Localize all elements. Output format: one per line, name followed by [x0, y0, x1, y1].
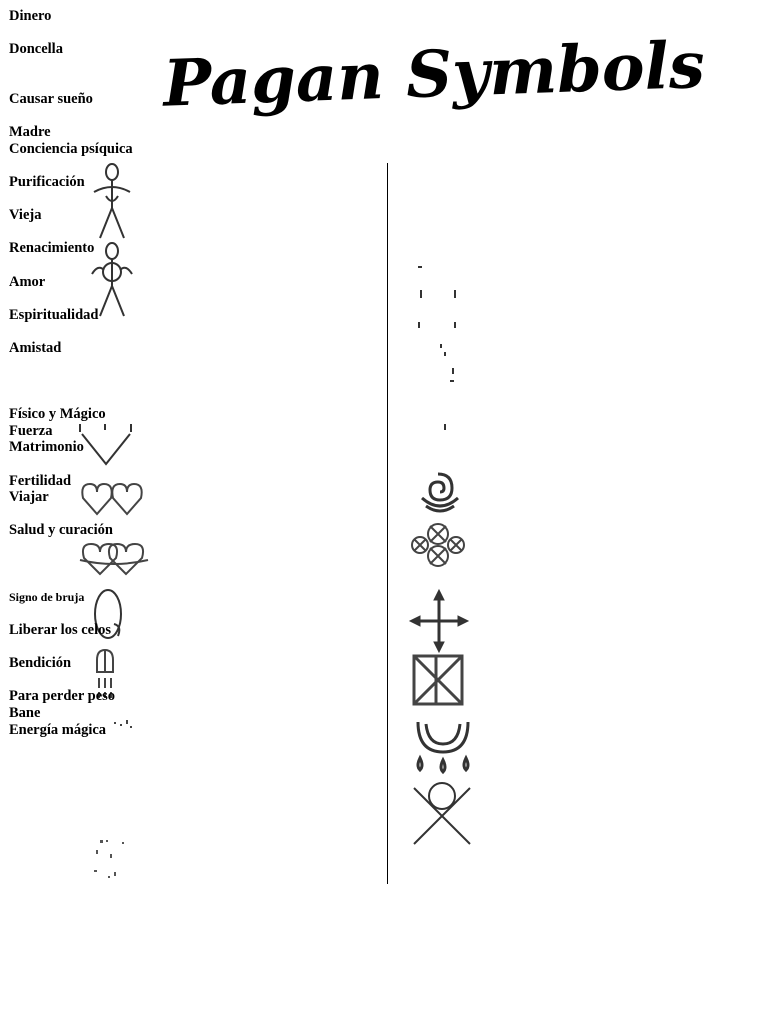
list-item-conciencia-psiquica: Conciencia psíquica	[9, 140, 133, 157]
spiral-icon	[418, 470, 462, 514]
missing-glyph-icon	[9, 290, 149, 307]
list-item-para-perder-peso: Para perder peso	[9, 688, 116, 705]
list-item-espiritualidad: Espiritualidad	[9, 306, 99, 323]
list-item-vieja: Vieja	[9, 207, 42, 224]
fragment-icon	[92, 836, 128, 882]
missing-glyph-icon	[9, 556, 149, 573]
fragment-icon	[414, 264, 464, 444]
missing-glyph-icon	[9, 390, 149, 407]
list-item-matrimonio: Matrimonio	[9, 439, 84, 456]
missing-glyph-icon	[9, 539, 149, 556]
list-item-fisico-y-magico: Físico y Mágico	[9, 406, 106, 423]
page-title-lettering	[155, 27, 706, 122]
crossed-box-icon	[412, 654, 464, 706]
column-divider	[387, 163, 388, 884]
arrow-cross-icon	[410, 590, 468, 652]
missing-glyph-icon	[9, 323, 149, 340]
list-item-amistad: Amistad	[9, 339, 62, 356]
missing-glyph-icon	[9, 356, 149, 373]
list-item-fuerza: Fuerza	[9, 422, 53, 439]
list-item-purificacion: Purificación	[9, 173, 85, 190]
missing-glyph-icon	[9, 506, 149, 523]
list-item-fertilidad: Fertilidad	[9, 472, 72, 489]
missing-glyph-icon	[9, 74, 149, 91]
list-item-viajar: Viajar	[9, 489, 49, 506]
missing-glyph-icon	[9, 25, 149, 42]
list-item-liberar-los-celos: Liberar los celos	[9, 621, 112, 638]
missing-glyph-icon	[9, 456, 149, 473]
list-item-madre: Madre	[9, 124, 51, 141]
list-item-dinero: Dinero	[9, 8, 52, 24]
missing-glyph-icon	[9, 58, 149, 75]
list-item-bendicion: Bendición	[9, 655, 72, 672]
crossed-circles-icon	[410, 522, 466, 568]
missing-glyph-icon	[9, 108, 149, 125]
crescent-drops-icon	[412, 718, 474, 774]
missing-glyph-icon	[9, 157, 149, 174]
list-item-signo-de-bruja: Signo de bruja	[9, 589, 85, 604]
missing-glyph-icon	[9, 224, 149, 241]
symbol-name-list	[9, 8, 149, 755]
list-item-amor: Amor	[9, 273, 46, 290]
list-item-causar-sueno: Causar sueño	[9, 90, 93, 107]
circle-x-icon	[412, 780, 472, 846]
list-item-bane: Bane	[9, 704, 41, 721]
list-item-renacimiento: Renacimiento	[9, 240, 95, 257]
missing-glyph-icon	[9, 373, 149, 390]
missing-glyph-icon	[9, 605, 149, 622]
missing-glyph-icon	[9, 191, 149, 208]
missing-glyph-icon	[9, 639, 149, 656]
page-title-text: Pagan Symbols	[161, 27, 706, 122]
missing-glyph-icon	[9, 738, 149, 755]
missing-glyph-icon	[9, 572, 149, 589]
list-item-doncella: Doncella	[9, 41, 63, 58]
missing-glyph-icon	[9, 672, 149, 689]
missing-glyph-icon	[9, 257, 149, 274]
list-item-energia-magica: Energía mágica	[9, 721, 107, 738]
list-item-salud-y-curacion: Salud y curación	[9, 522, 113, 539]
